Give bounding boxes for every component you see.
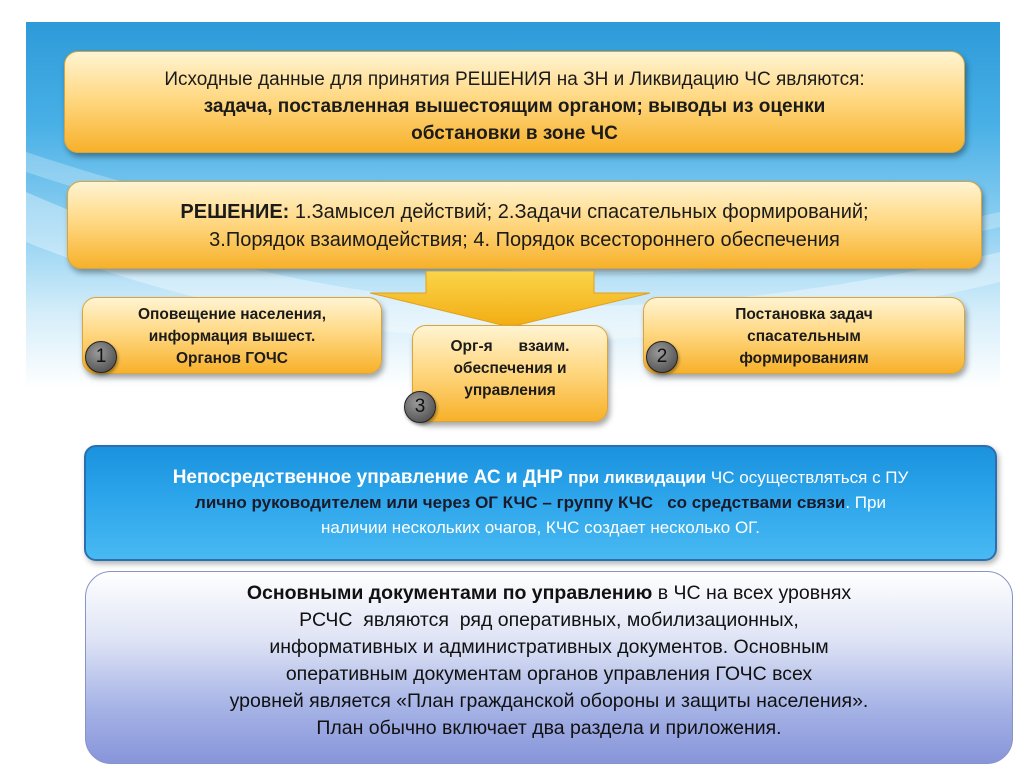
step-1-box — [82, 297, 382, 374]
step-1-number: 1 — [85, 341, 117, 373]
down-arrow — [370, 271, 650, 331]
decision-items-1: 1.Замысел действий; 2.Задачи спасательных формирований; — [289, 201, 869, 223]
step-1-line2: информация вышест. — [148, 328, 316, 345]
step-2-box — [643, 297, 965, 374]
direct-control-line3: наличии нескольких очагов, КЧС создает несколько ОГ. — [320, 518, 761, 537]
initial-data-line3: обстановки в зоне ЧС — [411, 123, 618, 144]
documents-line4: оперативным документам органов управления ГОЧС всех — [285, 663, 813, 685]
decision-box — [67, 181, 982, 269]
initial-data-line1: Исходные данные для принятия РЕШЕНИЯ на ЗН и Ликвидацию ЧС являются: — [164, 69, 865, 90]
direct-control-text-4: лично руководителем или через ОГ КЧС – группу КЧС со средствами связи — [195, 493, 846, 512]
direct-control-box — [84, 445, 997, 561]
step-3-box — [412, 325, 608, 422]
documents-line5: уровней является «План гражданской обороны и защиты населения». — [229, 690, 869, 712]
step-3-line3: управления — [464, 382, 556, 399]
direct-control-text-5: . При — [845, 493, 886, 512]
documents-line1-rest: в ЧС на всех уровнях — [652, 582, 852, 604]
documents-line3: информативных и административных документов. Основным — [269, 636, 829, 658]
initial-data-line2: задача, поставленная вышестоящим органом; выводы из оценки — [203, 96, 826, 117]
direct-control-text-3: ЧС осуществляться с ПУ — [710, 468, 909, 487]
decision-line1 — [68, 198, 981, 226]
step-2-line2: спасательным — [747, 328, 861, 345]
documents-line2: РСЧС являются ряд оперативных, мобилизационных, — [299, 609, 799, 631]
step-3-number: 3 — [404, 391, 436, 423]
decision-label: РЕШЕНИЕ: — [180, 201, 290, 223]
direct-control-text-1: Непосредственное управление АС и ДНР — [172, 467, 569, 488]
documents-line1 — [86, 580, 1012, 607]
step-3-line1: Орг-я взаим. — [450, 338, 570, 355]
direct-control-line2 — [86, 490, 995, 515]
direct-control-text-2: при ликвидации — [568, 468, 711, 487]
step-3-line2: обеспечения и — [453, 360, 567, 377]
documents-bold-text: Основными документами по управлению — [246, 582, 653, 604]
initial-data-box — [64, 51, 965, 153]
documents-line6: План обычно включает два раздела и приложения. — [316, 717, 782, 739]
step-1-line3: Органов ГОЧС — [176, 350, 288, 367]
step-1-line1: Оповещение населения, — [137, 306, 327, 323]
step-2-line1: Постановка задач — [735, 306, 873, 323]
step-2-line3: формированиям — [739, 350, 869, 367]
documents-box — [85, 571, 1013, 764]
decision-line2: 3.Порядок взаимодействия; 4. Порядок всестороннего обеспечения — [209, 229, 840, 251]
step-2-number: 2 — [646, 341, 678, 373]
direct-control-line1 — [86, 465, 995, 490]
